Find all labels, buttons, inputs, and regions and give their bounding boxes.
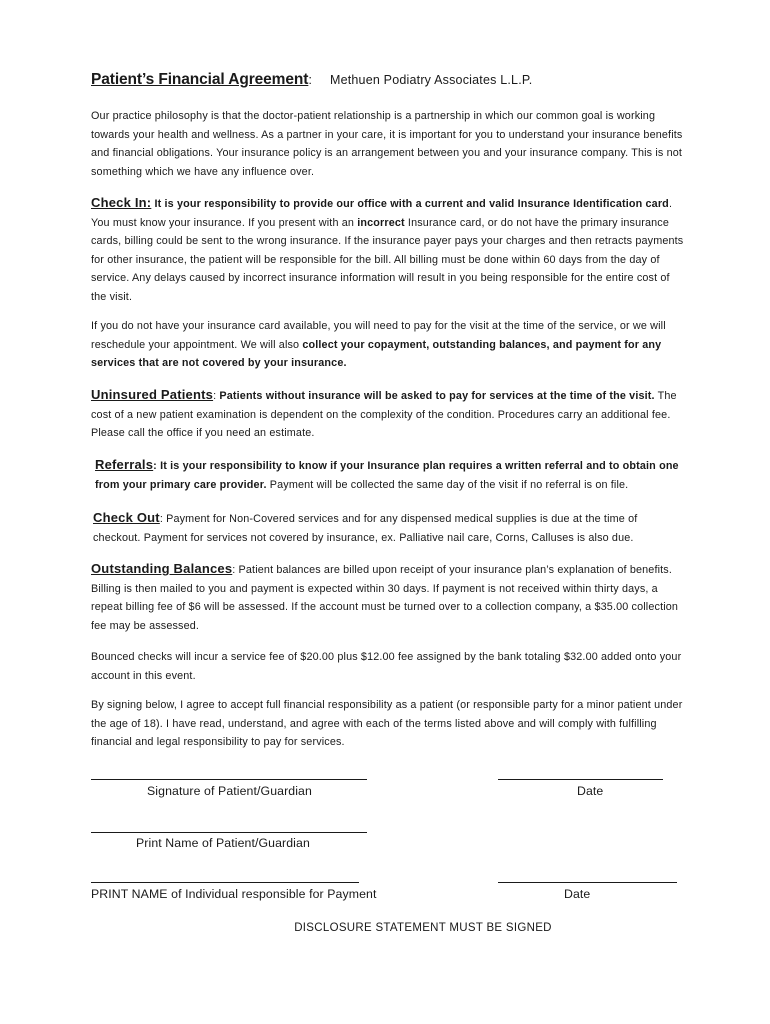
responsible-party-label: PRINT NAME of Individual responsible for Payment [91,887,377,901]
uninsured-section [91,386,685,443]
referrals-section [95,456,685,494]
bounced-checks-paragraph: Bounced checks will incur a service fee of $20.00 plus $12.00 fee assigned by the bank totaling $32.00 added onto your account in this event. [91,651,682,682]
print-name-label: Print Name of Patient/Guardian [136,836,310,850]
responsible-party-line[interactable] [91,882,359,883]
practice-name: Methuen Podiatry Associates L.L.P. [329,73,533,87]
no-card-text: If you do not have your insurance card available, you will need to pay for the visit at the time of the service, or we will reschedule your appointment. We will also [91,320,666,351]
uninsured-text: The cost of a new patient examination is dependent on the complexity of the condition. Procedures carry an additional fee. Please call the office if you need an estimate. [91,390,677,439]
date-label-1: Date [577,784,604,798]
date-label-2: Date [564,887,591,901]
no-card-bold: collect your copayment, outstanding balances, and payment for any services that are not covered by your insurance. [91,338,662,369]
uninsured-colon: : [213,390,217,402]
check-out-section [93,509,685,547]
no-card-paragraph [91,317,685,373]
referrals-text: Payment will be collected the same day of the visit if no referral is on file. [266,478,629,491]
check-in-lead: It is your responsibility to provide our office with a current and valid Insurance Identification card [151,198,669,210]
uninsured-lead: Patients without insurance will be asked to pay for services at the time of the visit. [216,390,655,402]
check-in-text-a: You must know your insurance. If you present with an [91,216,358,229]
check-out-text: : Payment for Non-Covered services and for any dispensed medical supplies is due at the time of checkout. Payment for services not covered by insurance, ex. Palliative nail care, Corns, Calluses is also due. [93,513,638,544]
agreement-paragraph: By signing below, I agree to accept full financial responsibility as a patient (or responsible party for a minor patient under the age of 18). I have read, understand, and agree with each of the terms listed above and will comply with fulfilling financial and legal responsibility to pay for services. [91,699,683,748]
referrals-lead: : It is your responsibility to know if your Insurance plan requires a written referral and to obtain one from your primary care provider. [95,460,679,491]
document-header [91,71,532,89]
balances-heading: Outstanding Balances [91,561,233,576]
date-line-1[interactable] [498,779,663,780]
balances-text: : Patient balances are billed upon receipt of your insurance plan’s explanation of benefits. Billing is then mailed to you and payment is expected within 30 days. If payment is not received within thirty days, a repeat billing fee of $6 will be assessed. If the account must be turned over to a collection company, a $35.00 collection fee may be assessed. [91,564,679,632]
date-line-2[interactable] [498,882,677,883]
referrals-heading: Referrals [95,457,154,472]
check-in-section [91,194,685,306]
check-out-heading: Check Out [93,510,160,525]
uninsured-heading: Uninsured Patients [91,387,214,402]
title-colon: : [308,72,312,87]
print-name-line[interactable] [91,832,367,833]
balances-section [91,560,685,635]
incorrect-emphasis: incorrect [357,216,405,229]
document-title: Patient’s Financial Agreement [91,71,309,88]
disclosure-text: DISCLOSURE STATEMENT MUST BE SIGNED [294,922,552,934]
check-in-lead-end: . [668,198,673,210]
disclosure-footer [0,922,770,934]
check-in-text-b: Insurance card, or do not have the primary insurance cards, billing could be sent to the wrong insurance. If the insurance payer pays your charges and then retracts payments for other insurance, the patient will be responsible for the bill. All billing must be done within 60 days from the day of service. Any delays caused by incorrect insurance information will result in you being responsible for the entire cost of the visit. [91,216,684,303]
patient-signature-line[interactable] [91,779,367,780]
patient-signature-label: Signature of Patient/Guardian [147,784,312,798]
check-in-heading: Check In: [91,195,152,210]
intro-paragraph: Our practice philosophy is that the doctor-patient relationship is a partnership in which our common goal is working towards your health and wellness. As a partner in your care, it is important for you to understand your insurance benefits and financial obligations. Your insurance policy is an arrangement between you and your insurance company. This is not something which we have any influence over. [91,110,683,178]
